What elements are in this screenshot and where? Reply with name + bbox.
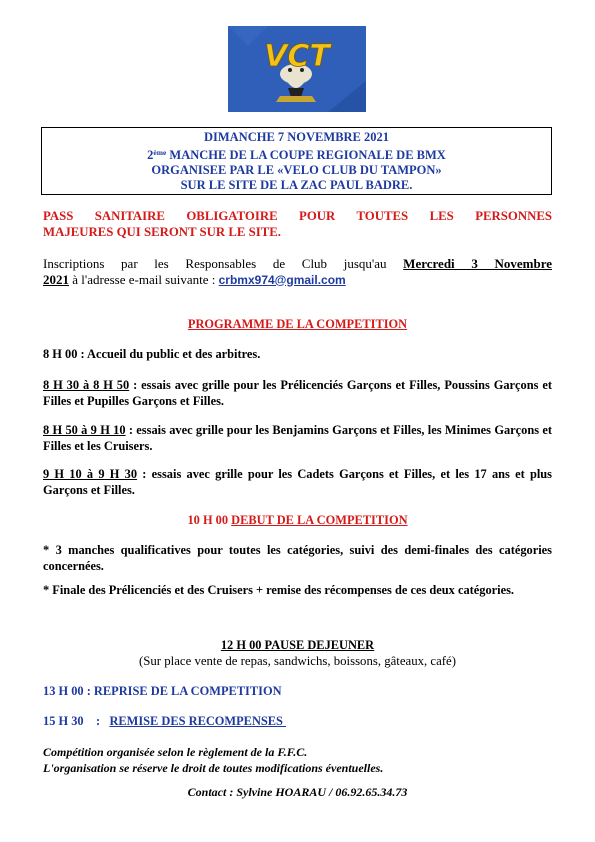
email-link[interactable]: crbmx974@gmail.com bbox=[218, 272, 346, 287]
event-location: SUR LE SITE DE LA ZAC PAUL BADRE. bbox=[180, 178, 413, 192]
round-text: MANCHE DE LA COUPE REGIONALE DE BMX bbox=[166, 148, 446, 162]
schedule-item-1: 8 H 00 : Accueil du public et des arbitres. bbox=[43, 347, 261, 361]
competition-resume: 13 H 00 : REPRISE DE LA COMPETITION bbox=[43, 684, 282, 698]
schedule-item-2 bbox=[43, 378, 552, 409]
event-date: DIMANCHE 7 NOVEMBRE 2021 bbox=[203, 130, 390, 144]
schedule-item-3 bbox=[43, 423, 552, 454]
pass-sanitaire-notice bbox=[43, 209, 552, 240]
lunch-break-detail: (Sur place vente de repas, sandwichs, boissons, gâteaux, café) bbox=[139, 653, 456, 668]
footer-line-1: Compétition organisée selon le règlement de la F.F.C. bbox=[43, 745, 308, 759]
footer-line-2: L'organisation se réserve le droit de toutes modifications éventuelles. bbox=[43, 760, 384, 775]
schedule-time: 8 H 30 à 8 H 50 bbox=[43, 378, 130, 392]
vct-logo-graphic bbox=[228, 26, 366, 112]
event-header-box bbox=[41, 127, 552, 195]
competition-start bbox=[43, 513, 552, 529]
inscriptions-line-1 bbox=[43, 256, 552, 272]
event-organizer: ORGANISEE PAR LE «VELO CLUB DU TAMPON» bbox=[151, 163, 442, 177]
competition-start-label: DEBUT DE LA COMPETITION bbox=[231, 513, 408, 527]
round-number: 2 bbox=[147, 148, 154, 162]
inscriptions-paragraph bbox=[43, 256, 552, 288]
schedule-text: : essais avec grille pour les Benjamins Garçons et Filles, les Minimes Garçons et Filles et les Cruisers. bbox=[43, 423, 553, 453]
programme-title: PROGRAMME DE LA COMPETITION bbox=[187, 317, 408, 331]
inscriptions-deadline-year: 2021 bbox=[43, 271, 69, 287]
round-superscript: ème bbox=[153, 148, 167, 157]
logo-letters: VCT bbox=[264, 39, 330, 74]
footer-contact: Contact : Sylvine HOARAU / 06.92.65.34.73 bbox=[187, 785, 408, 799]
schedule-text: : essais avec grille pour les Prélicenciés Garçons et Filles, Poussins Garçons et Filles et Pupilles Garçons et Filles. bbox=[43, 378, 552, 408]
awards-time: 15 H 30 : bbox=[43, 714, 110, 728]
schedule-time: 8 H 50 à 9 H 10 bbox=[43, 423, 126, 437]
event-round bbox=[42, 145, 551, 163]
awards-label: REMISE DES RECOMPENSES bbox=[109, 714, 287, 728]
competition-start-time: 10 H 00 bbox=[187, 513, 232, 527]
inscriptions-text-2: à l'adresse e-mail suivante : bbox=[69, 271, 219, 287]
note-finals: * Finale des Prélicenciés et des Cruisers + remise des récompenses de ces deux catégories. bbox=[43, 583, 515, 597]
pass-sanitaire-line-2: MAJEURES QUI SERONT SUR LE SITE. bbox=[43, 224, 281, 239]
inscriptions-text: Inscriptions par les Responsables de Club jusqu'au bbox=[43, 256, 404, 271]
schedule-text: : essais avec grille pour les Cadets Garçons et Filles, et les 17 ans et plus Garçons et Filles. bbox=[43, 467, 553, 497]
note-qualifiers: * 3 manches qualificatives pour toutes les catégories, suivi des demi-finales des catégories concernées. bbox=[43, 543, 552, 573]
vct-logo bbox=[228, 26, 366, 112]
inscriptions-line-2 bbox=[43, 272, 552, 289]
pass-sanitaire-line-1: PASS SANITAIRE OBLIGATOIRE POUR TOUTES LES PERSONNES bbox=[43, 209, 552, 223]
inscriptions-deadline: Mercredi 3 Novembre bbox=[403, 256, 553, 271]
lunch-break-title: 12 H 00 PAUSE DEJEUNER bbox=[220, 638, 375, 652]
lunch-break bbox=[43, 638, 552, 669]
schedule-time: 9 H 10 à 9 H 30 bbox=[43, 467, 138, 481]
awards-ceremony bbox=[43, 714, 552, 730]
footer-rules bbox=[43, 745, 552, 776]
schedule-item-4 bbox=[43, 467, 552, 498]
